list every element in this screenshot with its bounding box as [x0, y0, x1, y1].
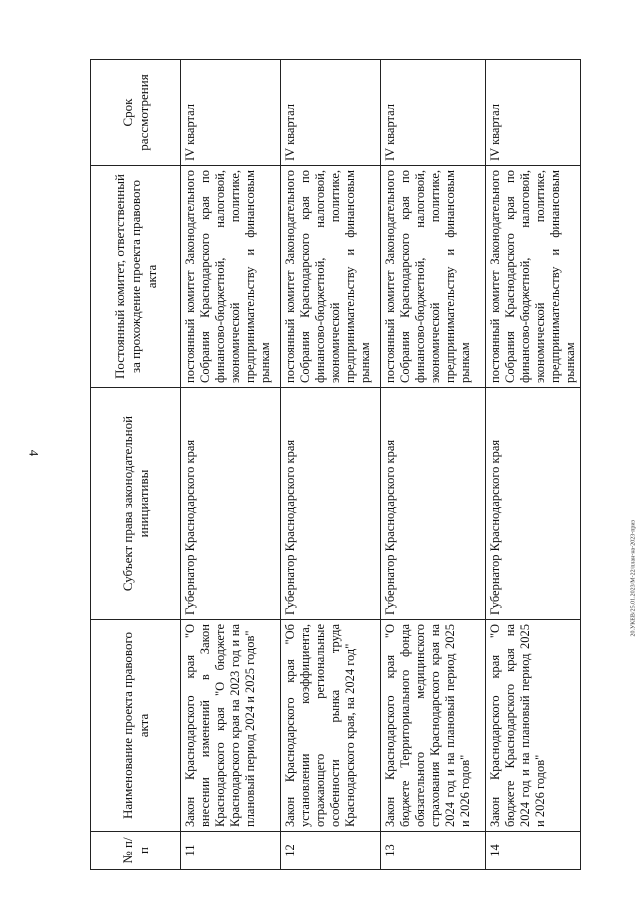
cell-period: IV квартал [486, 60, 581, 166]
cell-period: IV квартал [381, 60, 486, 166]
table-row [181, 60, 281, 870]
header-name: Наименование проекта правового акта [91, 620, 181, 832]
cell-name: Закон Краснодарского края "О бюджете Территориального фонда обязательного медицинского страхования Краснодарского края на 2024 год и на плановый период 2025 и 2026 годов" [381, 620, 486, 832]
header-period: Срок рассмотрения [91, 60, 181, 166]
cell-name: Закон Краснодарского края "О внесении изменений в Закон Краснодарского края "О бюджете Краснодарского края на 2023 год и на плановый период 2024 и 2025 годов" [181, 620, 281, 832]
cell-subject: Губернатор Краснодарского края [181, 388, 281, 620]
header-subject: Субъект права законодательной инициативы [91, 388, 181, 620]
rotated-page [90, 60, 580, 870]
cell-period: IV квартал [281, 60, 381, 166]
cell-name: Закон Краснодарского края "О бюджете Краснодарского края на 2024 год и на плановый период 2025 и 2026 годов" [486, 620, 581, 832]
cell-num: 13 [381, 832, 486, 870]
cell-committee: постоянный комитет Законодательного Собрания Краснодарского края по финансово-бюджетной, налоговой, экономической политике, предпринимательству и финансовым рынкам [181, 166, 281, 388]
header-committee: Постоянный комитет, ответственный за прохождение проекта правового акта [91, 166, 181, 388]
table-row [281, 60, 381, 870]
cell-num: 12 [281, 832, 381, 870]
page-number: 4 [26, 449, 42, 457]
cell-period: IV квартал [181, 60, 281, 166]
cell-name: Закон Краснодарского края "Об установлении коэффициента, отражающего региональные особенности рынка труда Краснодарского края, на 2024 год" [281, 620, 381, 832]
table-row [486, 60, 581, 870]
cell-num: 14 [486, 832, 581, 870]
cell-subject: Губернатор Краснодарского края [486, 388, 581, 620]
cell-num: 11 [181, 832, 281, 870]
document-code: 20.УКЕВ/25.01.2023/М-22/план-на-2023-приз [630, 520, 636, 637]
header-num: № п/п [91, 832, 181, 870]
cell-committee: постоянный комитет Законодательного Собрания Краснодарского края по финансово-бюджетной, налоговой, экономической политике, предпринимательству и финансовым рынкам [486, 166, 581, 388]
cell-committee: постоянный комитет Законодательного Собрания Краснодарского края по финансово-бюджетной, налоговой, экономической политике, предпринимательству и финансовым рынкам [281, 166, 381, 388]
cell-committee: постоянный комитет Законодательного Собрания Краснодарского края по финансово-бюджетной, налоговой, экономической политике, предпринимательству и финансовым рынкам [381, 166, 486, 388]
cell-subject: Губернатор Краснодарского края [281, 388, 381, 620]
table-row [381, 60, 486, 870]
legislation-plan-table [90, 59, 581, 870]
cell-subject: Губернатор Краснодарского края [381, 388, 486, 620]
header-row [91, 60, 181, 870]
